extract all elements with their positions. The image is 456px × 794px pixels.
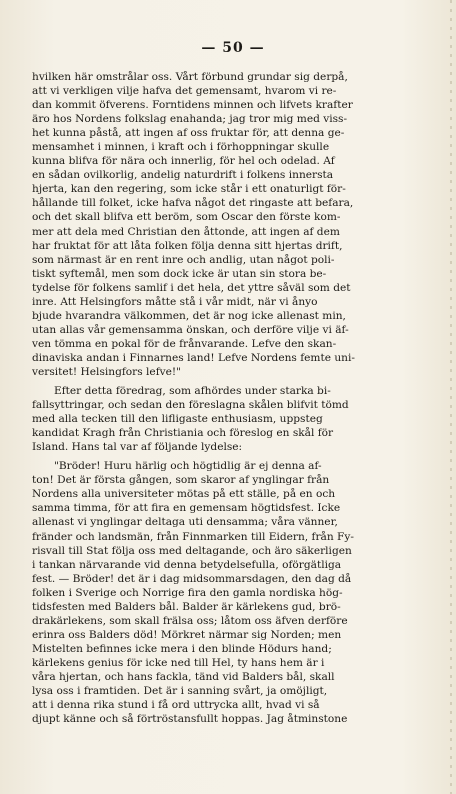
- text-line: bjude hvarandra välkommen, det är nog icke allenast min,: [32, 309, 346, 322]
- text-line: att vi verkligen vilje hafva det gemensamt, hvarom vi re-: [32, 85, 337, 98]
- text-line: Island. Hans tal var af följande lydelse:: [32, 441, 243, 454]
- text-line: dan kommit öfverens. Forntidens minnen och lifvets krafter: [32, 99, 353, 112]
- text-line: risvall till Stat följa oss med deltagande, och äro säkerligen: [32, 544, 352, 557]
- text-line: tiskt syftemål, men som dock icke är utan sin stora be-: [32, 267, 327, 280]
- text-line: fest. — Bröder! det är i dag midsommarsdagen, den dag då: [32, 572, 352, 585]
- text-line: att i denna rika stund i få ord uttrycka allt, hvad vi så: [32, 699, 320, 712]
- text-line: het kunna påstå, att ingen af oss fruktar för, att denna ge-: [32, 127, 345, 140]
- text-line: mer att dela med Christian den åttonde, att ingen af dem: [32, 225, 340, 238]
- text-line: Efter detta föredrag, som afhördes under starka bi-: [54, 385, 331, 398]
- paragraph-1: [32, 70, 414, 379]
- text-line: och det skall blifva ett beröm, som Oscar den förste kom-: [32, 211, 341, 224]
- text-line: allenast vi ynglingar deltaga uti densamma; våra vänner,: [32, 516, 338, 529]
- text-line: dinaviska andan i Finnarnes land! Lefve Nordens femte uni-: [32, 351, 355, 364]
- page-edge-shadow: [450, 0, 452, 794]
- text-line: fallsyttringar, och sedan den föreslagna skålen blifvit tömd: [32, 399, 349, 412]
- text-line: som närmast är en rent inre och andlig, utan något poli-: [32, 253, 335, 266]
- text-line: samma timma, för att fira en gemensam högtidsfest. Icke: [32, 502, 341, 515]
- text-line: hållande till folket, icke hafva något det ringaste att befara,: [32, 197, 354, 210]
- text-line: tidsfesten med Balders bål. Balder är kärlekens gud, brö-: [32, 600, 341, 613]
- text-line: kunna blifva för nära och innerlig, för hel och odelad. Af: [32, 155, 335, 168]
- text-line: i tankan närvarande vid denna betydelsefulla, oförgätliga: [32, 558, 342, 571]
- text-line: versitet! Helsingfors lefve!": [32, 365, 182, 378]
- page-number: — 50 —: [201, 40, 265, 56]
- text-line: utan allas vår gemensamma önskan, och derföre vilje vi äf-: [32, 323, 349, 336]
- page-body: [32, 70, 414, 726]
- text-line: "Bröder! Huru härlig och högtidlig är ej denna af-: [54, 460, 322, 473]
- text-line: djupt känne och så förtröstansfullt hoppas. Jag åtminstone: [32, 713, 348, 726]
- text-line: Mistelten befinnes icke mera i den blinde Hödurs hand;: [32, 642, 332, 655]
- text-line: ven tömma en pokal för de frånvarande. Lefve den skan-: [32, 337, 337, 350]
- text-line: har fruktat för att låta folken följa denna sitt hjertas drift,: [32, 239, 343, 252]
- text-line: med alla tecken till den lifligaste enthusiasm, uppsteg: [32, 413, 323, 426]
- text-line: kärlekens genius för icke ned till Hel, ty hans hem är i: [32, 656, 325, 669]
- text-line: lysa oss i framtiden. Det är i sanning svårt, ja omöjligt,: [32, 685, 328, 698]
- text-line: hjerta, kan den regering, som icke står i ett onaturligt för-: [32, 183, 346, 196]
- paragraph-2: [32, 384, 414, 454]
- text-line: drakärlekens, som skall frälsa oss; låtom oss äfven derföre: [32, 614, 348, 627]
- text-line: äro hos Nordens folkslag enahanda; jag tror mig med viss-: [32, 113, 348, 126]
- text-line: en sådan ovilkorlig, andelig naturdrift i folkens innersta: [32, 169, 334, 182]
- text-line: våra hjertan, och hans fackla, tänd vid Balders bål, skall: [32, 670, 335, 683]
- text-line: ton! Det är första gången, som skaror af ynglingar från: [32, 474, 330, 487]
- text-line: hvilken här omstrålar oss. Vårt förbund grundar sig derpå,: [32, 71, 348, 83]
- text-line: tydelse för folkens samlif i det hela, det yttre såväl som det: [32, 281, 351, 294]
- text-line: inre. Att Helsingfors måtte stå i vår midt, när vi ånyo: [32, 295, 318, 308]
- paragraph-3: [32, 459, 414, 726]
- text-line: erinra oss Balders död! Mörkret närmar sig Norden; men: [32, 628, 342, 641]
- text-line: kandidat Kragh från Christiania och föreslog en skål för: [32, 427, 334, 440]
- text-line: mensamhet i minnen, i kraft och i förhoppningar skulle: [32, 141, 330, 154]
- text-line: fränder och landsmän, från Finnmarken till Eidern, från Fy-: [32, 530, 354, 543]
- text-line: folken i Sverige och Norrige fira den gamla nordiska hög-: [32, 586, 343, 599]
- text-line: Nordens alla universiteter mötas på ett ställe, på en och: [32, 488, 336, 501]
